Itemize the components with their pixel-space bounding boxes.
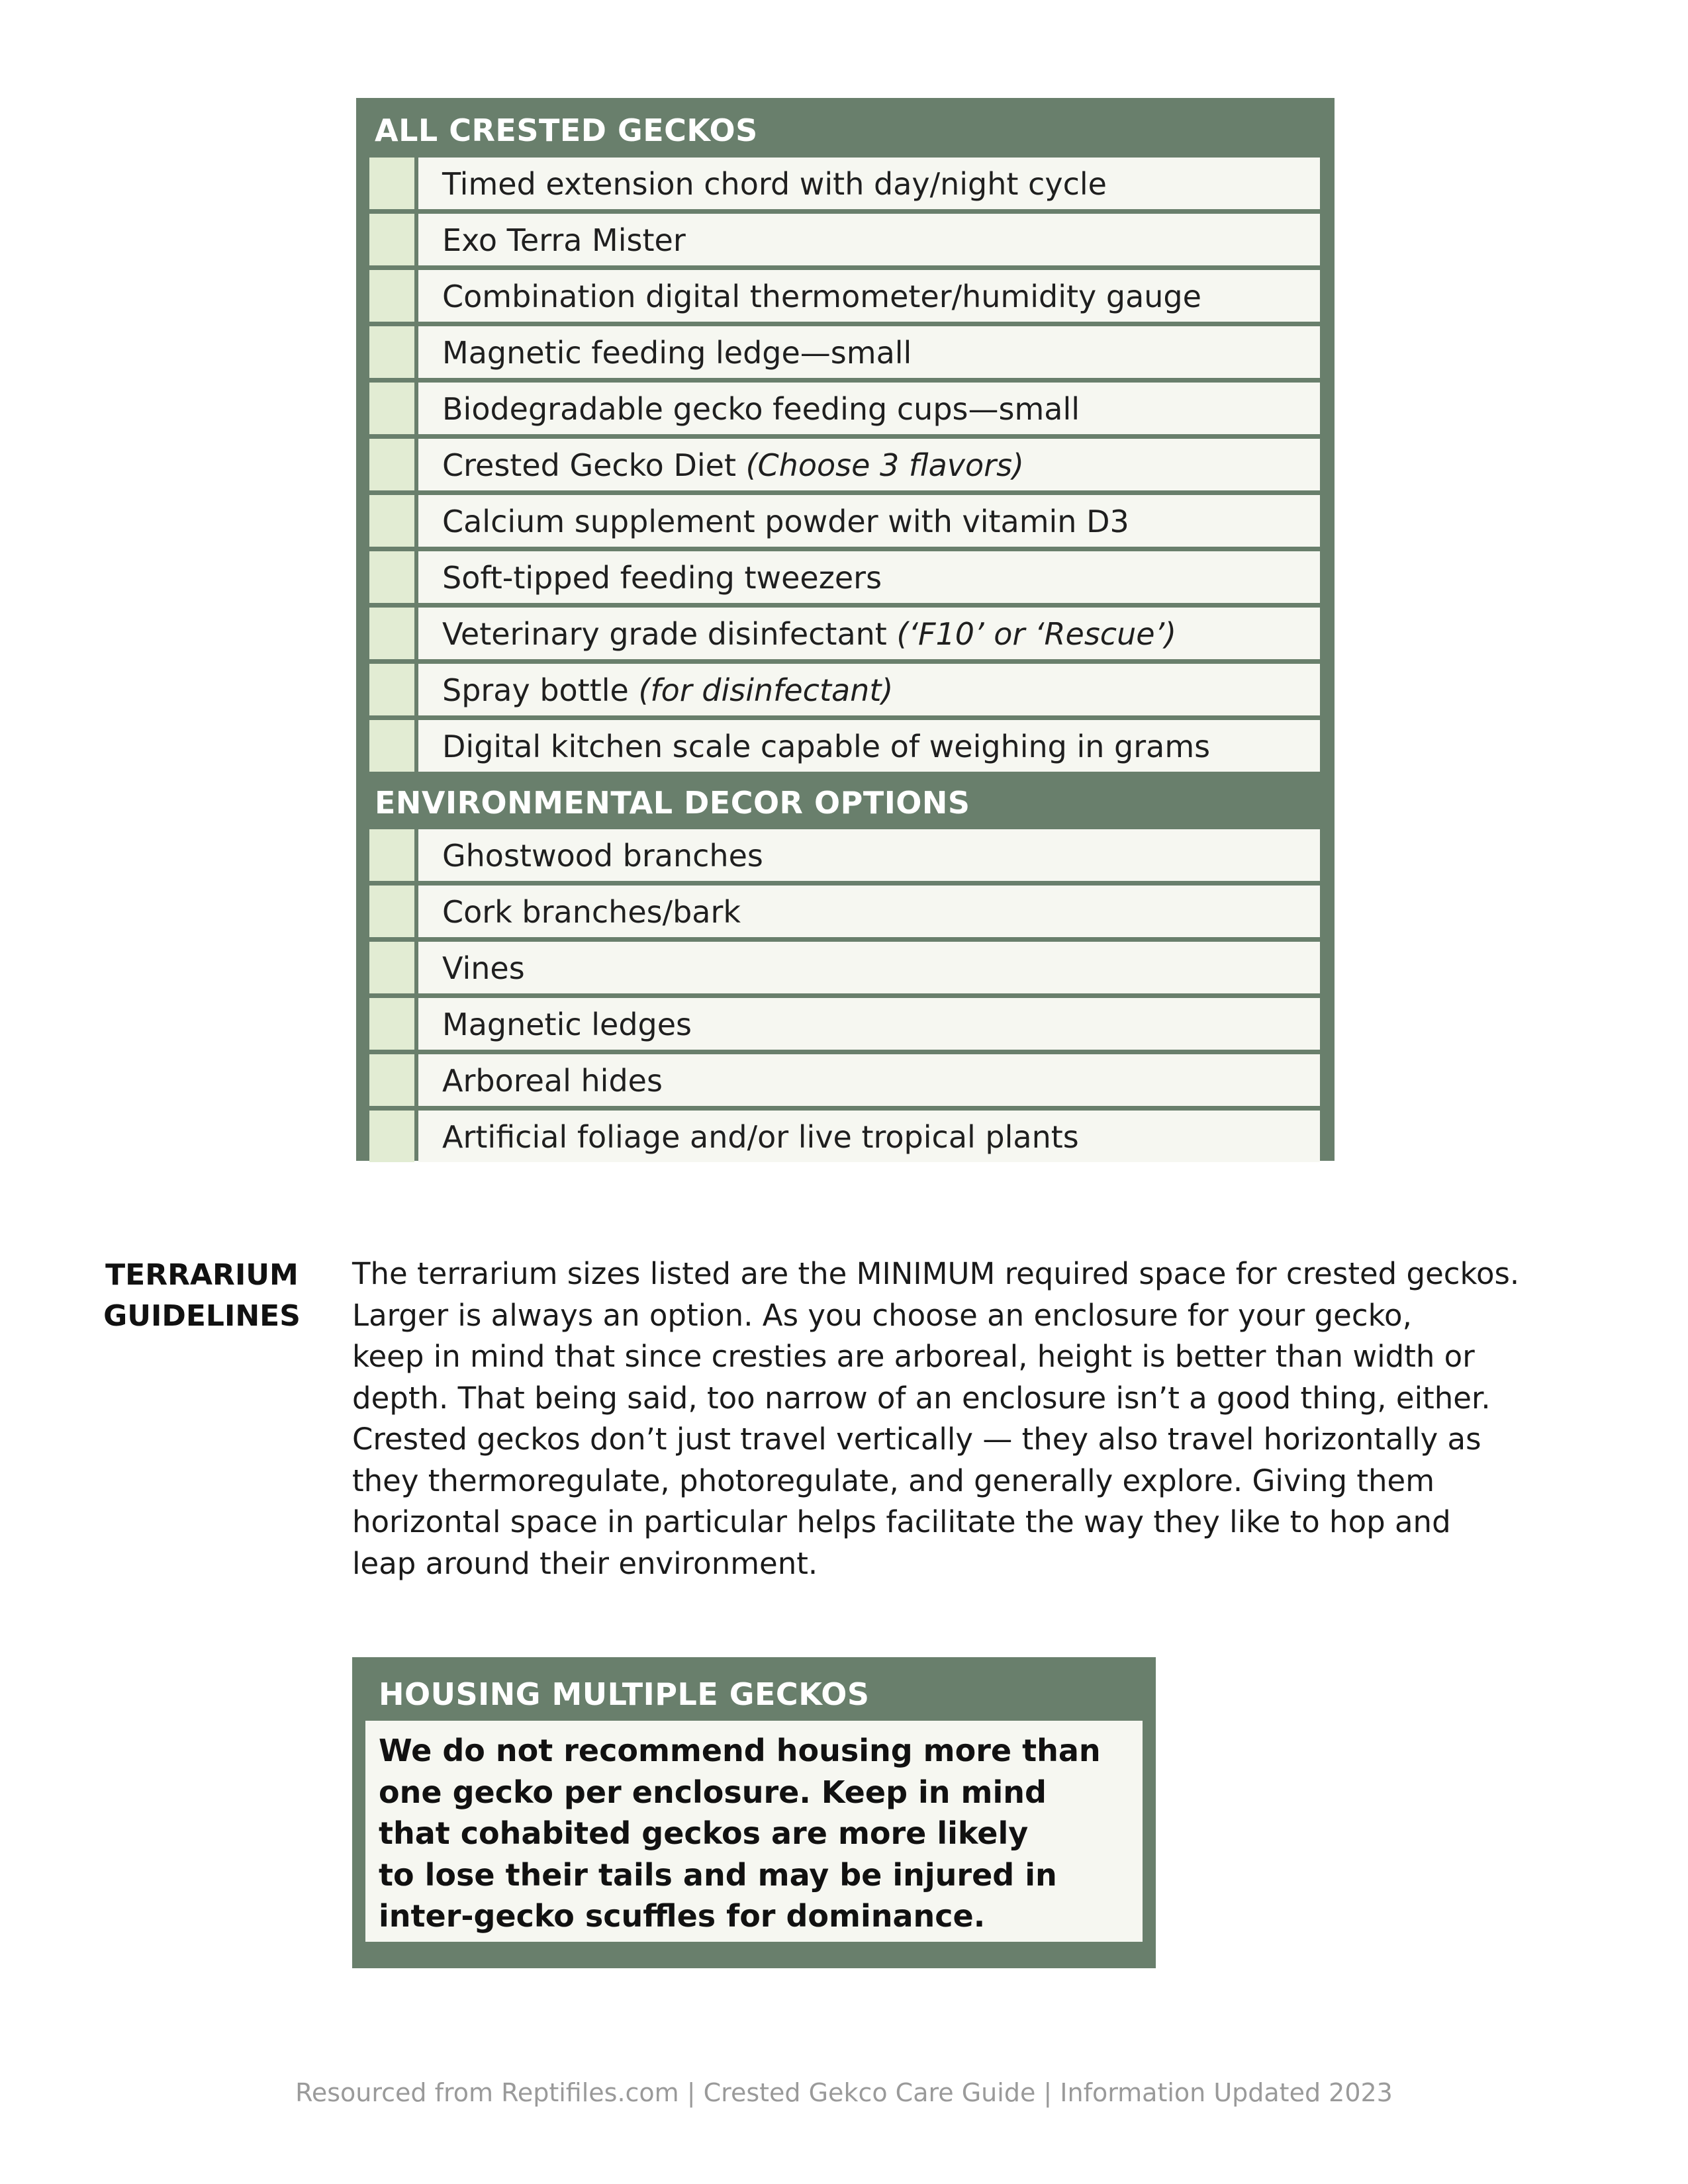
checklist-item-text	[418, 942, 1320, 993]
checklist-row	[369, 1054, 1320, 1106]
callout-body	[365, 1721, 1143, 1942]
item-label: Artificial foliage and/or live tropical plants	[442, 1119, 1079, 1155]
section2-list	[369, 829, 1320, 1162]
checklist-item-text	[418, 1054, 1320, 1106]
checklist-item-text	[418, 439, 1320, 490]
item-label: Magnetic ledges	[442, 1007, 692, 1042]
paragraph-line: The terrarium sizes listed are the MINIMUM required space for crested geckos.	[352, 1256, 1520, 1291]
checklist-row	[369, 326, 1320, 378]
page-footer: Resourced from Reptifiles.com | Crested Gekco Care Guide | Information Updated 2023	[295, 2078, 1393, 2107]
checklist-row	[369, 829, 1320, 881]
checklist-row	[369, 383, 1320, 434]
callout-line: that cohabited geckos are more likely	[379, 1815, 1029, 1851]
checklist-item-text	[418, 608, 1320, 659]
item-label: Biodegradable gecko feeding cups—small	[442, 391, 1080, 427]
checkbox[interactable]	[369, 383, 414, 434]
checklist-row	[369, 1111, 1320, 1162]
section-heading-environmental-decor: ENVIRONMENTAL DECOR OPTIONS	[375, 785, 970, 821]
item-label: Calcium supplement powder with vitamin D3	[442, 504, 1129, 539]
section-heading-all-crested-geckos: ALL CRESTED GECKOS	[375, 113, 758, 148]
checklist-row	[369, 720, 1320, 772]
item-label: Soft-tipped feeding tweezers	[442, 560, 882, 596]
item-label: Veterinary grade disinfectant	[442, 616, 897, 652]
checklist-item-text	[418, 720, 1320, 772]
checklist-row	[369, 551, 1320, 603]
callout-line: one gecko per enclosure. Keep in mind	[379, 1774, 1047, 1810]
heading-line: TERRARIUM	[105, 1258, 299, 1292]
checklist-item-text	[418, 886, 1320, 937]
supply-checklist	[356, 98, 1335, 1161]
checklist-row	[369, 158, 1320, 209]
checklist-item-text	[418, 664, 1320, 715]
paragraph-line: leap around their environment.	[352, 1545, 818, 1581]
checkbox[interactable]	[369, 326, 414, 378]
paragraph-line: keep in mind that since cresties are arboreal, height is better than width or	[352, 1339, 1475, 1374]
checklist-row	[369, 495, 1320, 547]
checklist-item-text	[418, 998, 1320, 1050]
checklist-item-text	[418, 326, 1320, 378]
item-label: Exo Terra Mister	[442, 222, 686, 258]
checklist-item-text	[418, 214, 1320, 265]
checklist-item-text	[418, 495, 1320, 547]
checklist-item-text	[418, 383, 1320, 434]
callout-title: HOUSING MULTIPLE GECKOS	[379, 1676, 870, 1712]
checkbox[interactable]	[369, 1111, 414, 1162]
checkbox[interactable]	[369, 270, 414, 322]
checklist-item-text	[418, 551, 1320, 603]
checklist-item-text	[418, 1111, 1320, 1162]
paragraph-line: they thermoregulate, photoregulate, and generally explore. Giving them	[352, 1463, 1435, 1498]
checkbox[interactable]	[369, 1054, 414, 1106]
checkbox[interactable]	[369, 608, 414, 659]
checklist-item-text	[418, 829, 1320, 881]
item-label: Combination digital thermometer/humidity gauge	[442, 279, 1201, 314]
checkbox[interactable]	[369, 720, 414, 772]
checklist-row	[369, 608, 1320, 659]
checklist-row	[369, 214, 1320, 265]
paragraph-line: Crested geckos don’t just travel vertically — they also travel horizontally as	[352, 1422, 1481, 1457]
checklist-item-text	[418, 270, 1320, 322]
item-label: Arboreal hides	[442, 1063, 663, 1099]
item-label: Ghostwood branches	[442, 838, 763, 874]
item-note: (for disinfectant)	[638, 672, 894, 708]
checkbox[interactable]	[369, 664, 414, 715]
item-note: (Choose 3 flavors)	[745, 447, 1024, 483]
item-label: Vines	[442, 950, 525, 986]
checkbox[interactable]	[369, 439, 414, 490]
callout-line: inter-gecko scuffles for dominance.	[379, 1898, 986, 1934]
item-note: (‘F10’ or ‘Rescue’)	[896, 616, 1177, 652]
terrarium-guidelines-text	[352, 1253, 1610, 1584]
checkbox[interactable]	[369, 886, 414, 937]
item-label: Magnetic feeding ledge—small	[442, 335, 912, 371]
paragraph-line: depth. That being said, too narrow of an enclosure isn’t a good thing, either.	[352, 1380, 1491, 1416]
item-label: Digital kitchen scale capable of weighing in grams	[442, 729, 1211, 764]
housing-multiple-geckos-callout	[352, 1657, 1156, 1968]
checkbox[interactable]	[369, 214, 414, 265]
checkbox[interactable]	[369, 495, 414, 547]
checkbox[interactable]	[369, 942, 414, 993]
checklist-row	[369, 664, 1320, 715]
item-label: Timed extension chord with day/night cycle	[442, 166, 1107, 202]
section1-list	[369, 158, 1320, 772]
checklist-row	[369, 270, 1320, 322]
paragraph-line: Larger is always an option. As you choose an enclosure for your gecko,	[352, 1297, 1412, 1333]
checkbox[interactable]	[369, 551, 414, 603]
checklist-item-text	[418, 158, 1320, 209]
checklist-row	[369, 439, 1320, 490]
checklist-row	[369, 886, 1320, 937]
callout-line: to lose their tails and may be injured in	[379, 1856, 1057, 1893]
paragraph-line: horizontal space in particular helps facilitate the way they like to hop and	[352, 1504, 1451, 1539]
heading-line: GUIDELINES	[103, 1299, 301, 1333]
item-label: Crested Gecko Diet	[442, 447, 746, 483]
item-label: Cork branches/bark	[442, 894, 741, 930]
checklist-row	[369, 998, 1320, 1050]
item-label: Spray bottle	[442, 672, 639, 708]
checkbox[interactable]	[369, 998, 414, 1050]
checkbox[interactable]	[369, 829, 414, 881]
checkbox[interactable]	[369, 158, 414, 209]
terrarium-guidelines-heading	[93, 1255, 311, 1337]
checklist-row	[369, 942, 1320, 993]
callout-line: We do not recommend housing more than	[379, 1733, 1101, 1768]
